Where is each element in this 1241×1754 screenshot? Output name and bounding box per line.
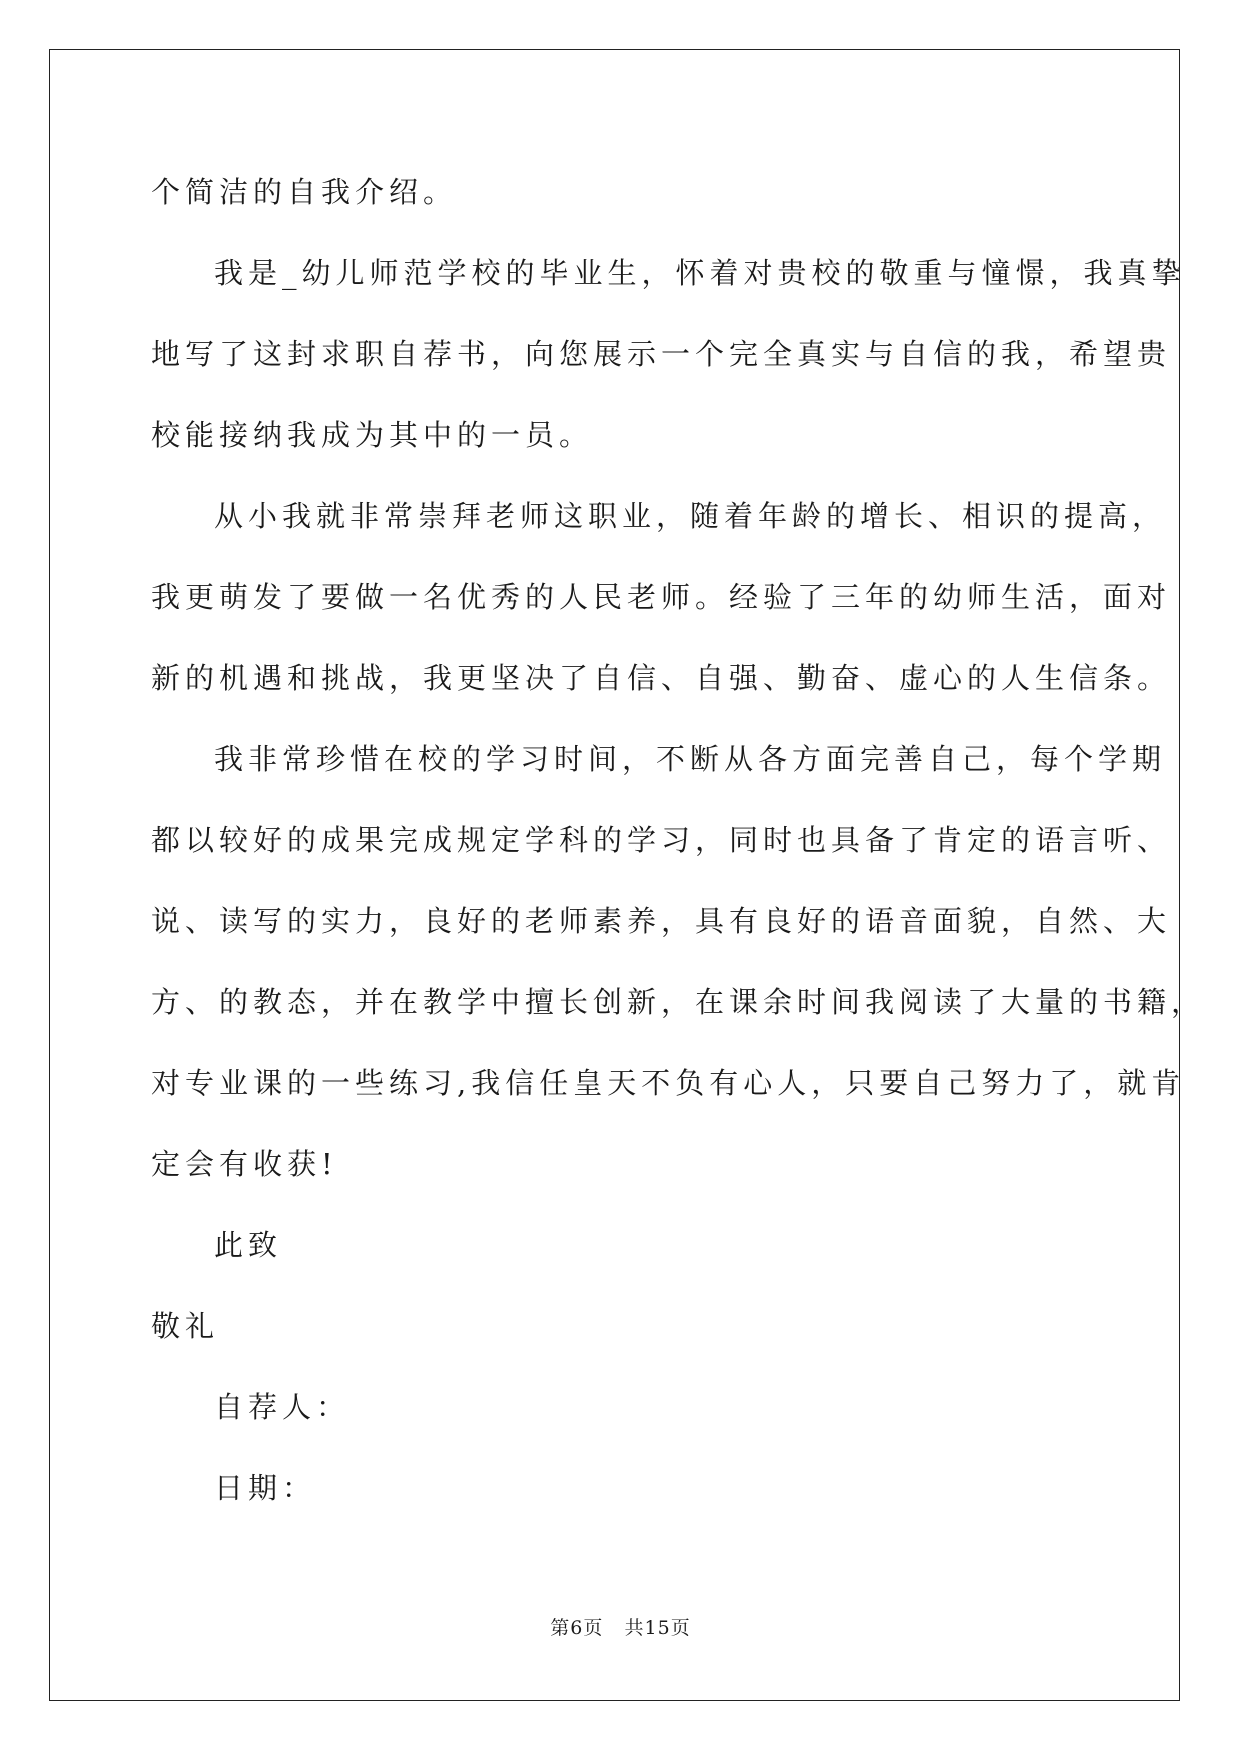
text-line: 定会有收获! bbox=[151, 1147, 338, 1181]
text-line: 都以较好的成果完成规定学科的学习，同时也具备了肯定的语言听、 bbox=[151, 823, 1172, 857]
text-line: 新的机遇和挑战，我更坚决了自信、自强、勤奋、虚心的人生信条。 bbox=[151, 661, 1172, 695]
page-border bbox=[49, 49, 1180, 1701]
text-line: 校能接纳我成为其中的一员。 bbox=[151, 418, 594, 452]
page-total: 共15页 bbox=[624, 1617, 691, 1639]
page-footer bbox=[0, 1616, 1241, 1640]
date-label: 日期： bbox=[214, 1471, 317, 1505]
closing-salutation: 此致 bbox=[214, 1228, 283, 1262]
signature-label: 自荐人： bbox=[214, 1390, 351, 1424]
text-line: 方、的教态，并在教学中擅长创新，在课余时间我阅读了大量的书籍， bbox=[151, 985, 1206, 1019]
text-line: 我更萌发了要做一名优秀的人民老师。经验了三年的幼师生活，面对 bbox=[151, 580, 1172, 614]
page-number: 第6页 bbox=[550, 1617, 604, 1639]
text-line: 我是_幼儿师范学校的毕业生，怀着对贵校的敬重与憧憬，我真挚 bbox=[214, 256, 1186, 290]
closing-regards: 敬礼 bbox=[151, 1309, 220, 1343]
text-line: 对专业课的一些练习,我信任皇天不负有心人，只要自己努力了，就肯 bbox=[151, 1066, 1186, 1100]
text-line: 从小我就非常崇拜老师这职业，随着年龄的增长、相识的提高， bbox=[214, 499, 1167, 533]
text-line: 说、读写的实力，良好的老师素养，具有良好的语音面貌，自然、大 bbox=[151, 904, 1172, 938]
text-line: 个简洁的自我介绍。 bbox=[151, 175, 458, 209]
text-line: 地写了这封求职自荐书，向您展示一个完全真实与自信的我，希望贵 bbox=[151, 337, 1172, 371]
text-line: 我非常珍惜在校的学习时间，不断从各方面完善自己，每个学期 bbox=[214, 742, 1167, 776]
